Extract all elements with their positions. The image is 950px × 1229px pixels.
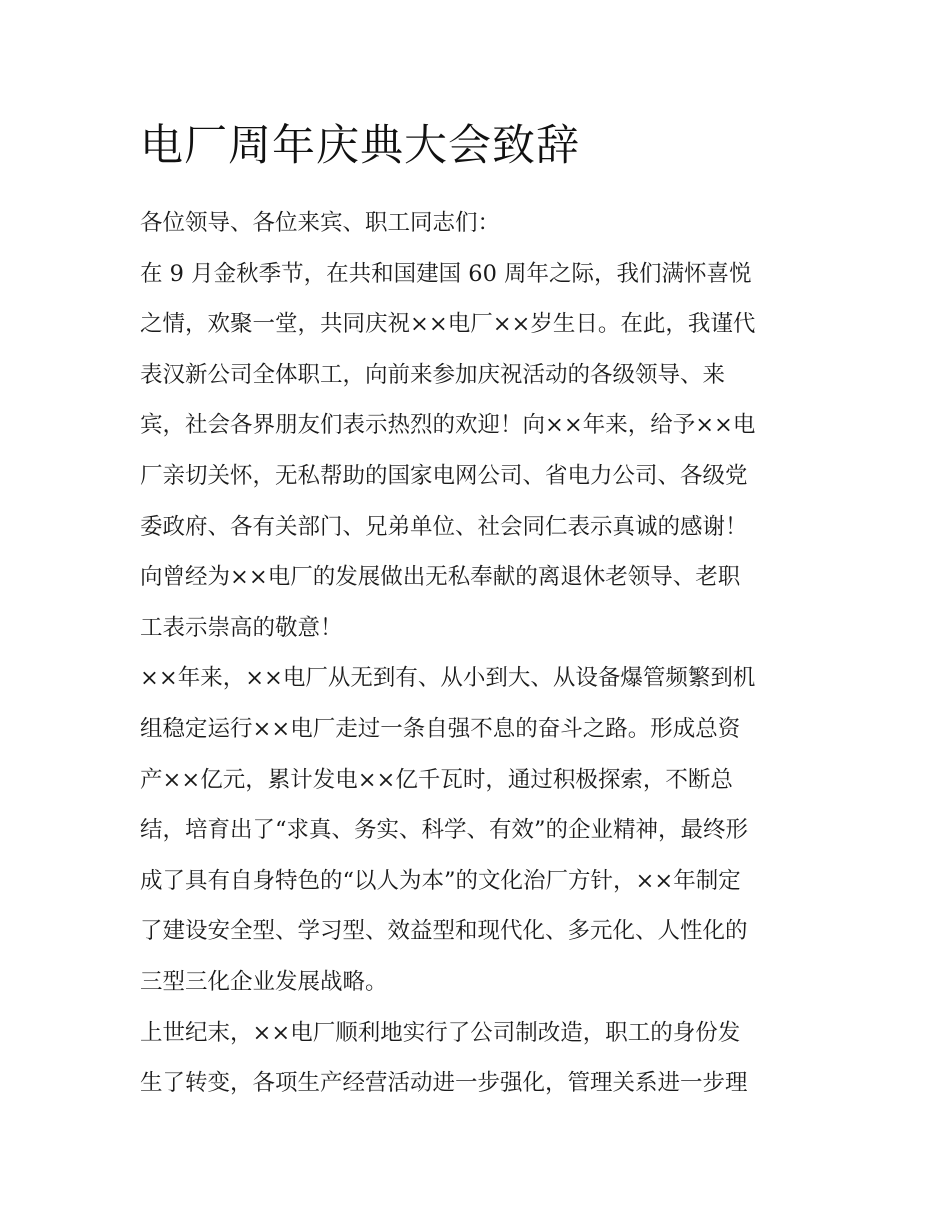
text-line: 在 9 月金秋季节，在共和国建国 60 周年之际，我们满怀喜悦 [140, 260, 752, 287]
text-line: 委政府、各有关部门、兄弟单位、社会同仁表示真诚的感谢！ [140, 513, 748, 540]
text-line: 工表示崇高的敬意！ [140, 614, 343, 641]
paragraph-1 [140, 249, 820, 654]
text-line: 向曾经为××电厂的发展做出无私奉献的离退休老领导、老职 [140, 564, 741, 591]
text-line: 生了转变，各项生产经营活动进一步强化，管理关系进一步理 [140, 1070, 748, 1097]
text-line: 三型三化企业发展战略。 [140, 968, 388, 995]
text-line: 了建设安全型、学习型、效益型和现代化、多元化、人性化的 [140, 918, 748, 945]
text-line: ××年来，××电厂从无到有、从小到大、从设备爆管频繁到机 [140, 665, 756, 692]
text-line: 产××亿元，累计发电××亿千瓦时，通过积极探索，不断总 [140, 766, 733, 793]
paragraph-3 [140, 1008, 820, 1109]
text-line: 之情，欢聚一堂，共同庆祝××电厂××岁生日。在此，我谨代 [140, 311, 756, 338]
text-line: 结，培育出了“求真、务实、科学、有效”的企业精神，最终形 [140, 817, 749, 844]
document-body [140, 198, 820, 1109]
paragraph-2 [140, 653, 820, 1007]
text-line: 表汉新公司全体职工，向前来参加庆祝活动的各级领导、来 [140, 361, 726, 388]
document-title: 电厂周年庆典大会致辞 [140, 121, 580, 171]
text-line: 成了具有自身特色的“以人为本”的文化治厂方针，××年制定 [140, 867, 741, 894]
text-line: 组稳定运行××电厂走过一条自强不息的奋斗之路。形成总资 [140, 715, 741, 742]
text-line: 厂亲切关怀，无私帮助的国家电网公司、省电力公司、各级党 [140, 462, 748, 489]
salutation: 各位领导、各位来宾、职工同志们： [140, 210, 501, 236]
text-line: 上世纪末，××电厂顺利地实行了公司制改造，职工的身份发 [140, 1019, 741, 1046]
text-line: 宾，社会各界朋友们表示热烈的欢迎！向××年来，给予××电 [140, 412, 756, 439]
